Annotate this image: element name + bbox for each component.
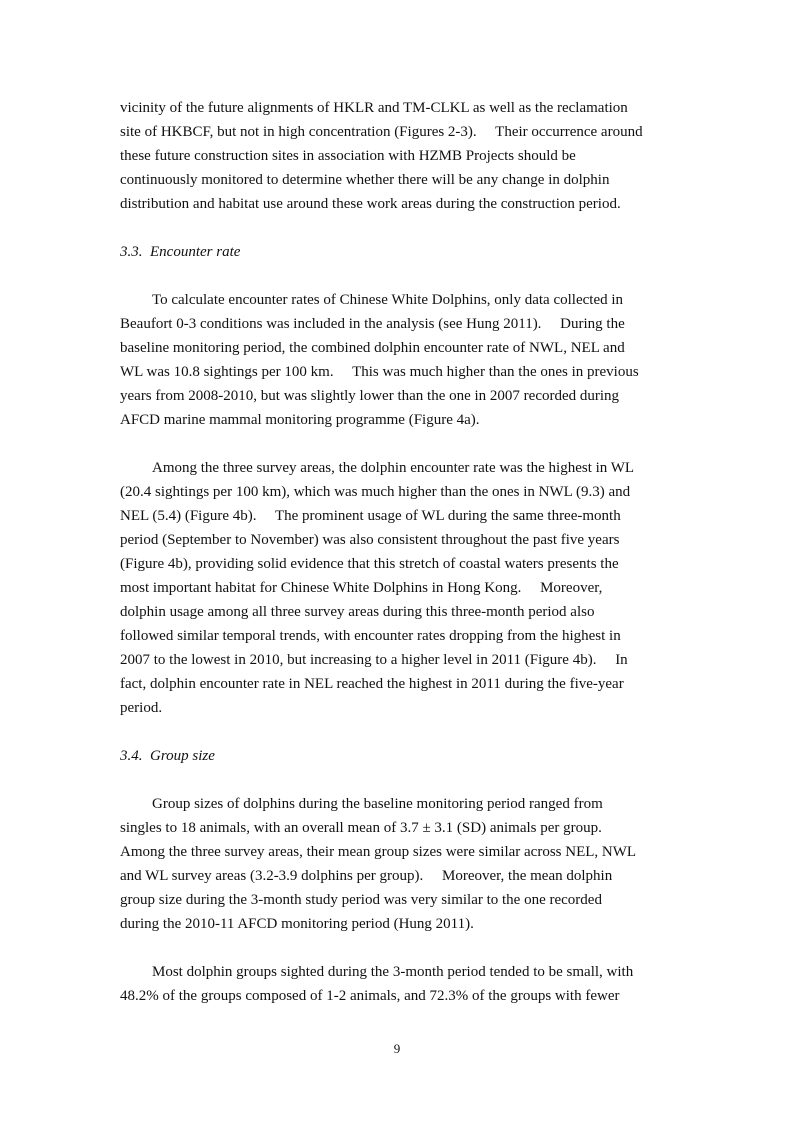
paragraph xyxy=(120,960,680,1008)
text-line: Among the three survey areas, their mean group sizes were similar across NEL, NWL xyxy=(120,844,637,860)
document-page xyxy=(120,96,680,1008)
paragraph xyxy=(120,792,680,936)
text-line: baseline monitoring period, the combined dolphin encounter rate of NWL, NEL and xyxy=(120,340,625,356)
text-line: Most dolphin groups sighted during the 3-month period tended to be small, with xyxy=(152,964,634,980)
text-line: WL was 10.8 sightings per 100 km. This was much higher than the ones in previous xyxy=(120,364,639,380)
spacer xyxy=(120,768,680,792)
text-line: vicinity of the future alignments of HKLR and TM-CLKL as well as the reclamation xyxy=(120,100,628,116)
text-line: these future construction sites in association with HZMB Projects should be xyxy=(120,148,576,164)
text-line: AFCD marine mammal monitoring programme (Figure 4a). xyxy=(120,412,480,428)
text-line: fact, dolphin encounter rate in NEL reached the highest in 2011 during the five-year xyxy=(120,676,624,692)
text-line: (20.4 sightings per 100 km), which was much higher than the ones in NWL (9.3) and xyxy=(120,484,631,500)
text-line: NEL (5.4) (Figure 4b). The prominent usage of WL during the same three-month xyxy=(120,508,621,524)
page-number: 9 xyxy=(393,1041,401,1056)
text-line: followed similar temporal trends, with encounter rates dropping from the highest in xyxy=(120,628,621,644)
text-line: 48.2% of the groups composed of 1-2 animals, and 72.3% of the groups with fewer xyxy=(120,988,620,1004)
text-line: 2007 to the lowest in 2010, but increasing to a higher level in 2011 (Figure 4b). In xyxy=(120,652,628,668)
text-line: distribution and habitat use around these work areas during the construction period. xyxy=(120,196,621,212)
text-line: Group sizes of dolphins during the baseline monitoring period ranged from xyxy=(152,796,603,812)
text-line: and WL survey areas (3.2-3.9 dolphins per group). Moreover, the mean dolphin xyxy=(120,868,613,884)
section-heading-encounter-rate: 3.3. Encounter rate xyxy=(120,244,241,260)
text-line: Among the three survey areas, the dolphin encounter rate was the highest in WL xyxy=(152,460,635,476)
text-line: years from 2008-2010, but was slightly lower than the one in 2007 recorded during xyxy=(120,388,620,404)
paragraph xyxy=(120,96,680,216)
text-line: To calculate encounter rates of Chinese White Dolphins, only data collected in xyxy=(152,292,624,308)
text-line: during the 2010-11 AFCD monitoring period (Hung 2011). xyxy=(120,916,474,932)
text-line: group size during the 3-month study period was very similar to the one recorded xyxy=(120,892,602,908)
spacer xyxy=(120,720,680,744)
paragraph xyxy=(120,456,680,720)
spacer xyxy=(120,936,680,960)
text-line: Beaufort 0-3 conditions was included in the analysis (see Hung 2011). During the xyxy=(120,316,625,332)
paragraph xyxy=(120,288,680,432)
spacer xyxy=(120,216,680,240)
text-line: period. xyxy=(120,700,163,716)
text-line: singles to 18 animals, with an overall mean of 3.7 ± 3.1 (SD) animals per group. xyxy=(120,820,602,836)
section-heading-group-size: 3.4. Group size xyxy=(120,748,215,764)
spacer xyxy=(120,264,680,288)
spacer xyxy=(120,432,680,456)
text-line: period (September to November) was also consistent throughout the past five years xyxy=(120,532,620,548)
text-line: dolphin usage among all three survey areas during this three-month period also xyxy=(120,604,595,620)
text-line: most important habitat for Chinese White Dolphins in Hong Kong. Moreover, xyxy=(120,580,603,596)
text-line: site of HKBCF, but not in high concentration (Figures 2-3). Their occurrence around xyxy=(120,124,643,140)
text-line: continuously monitored to determine whether there will be any change in dolphin xyxy=(120,172,610,188)
text-line: (Figure 4b), providing solid evidence that this stretch of coastal waters presents the xyxy=(120,556,619,572)
